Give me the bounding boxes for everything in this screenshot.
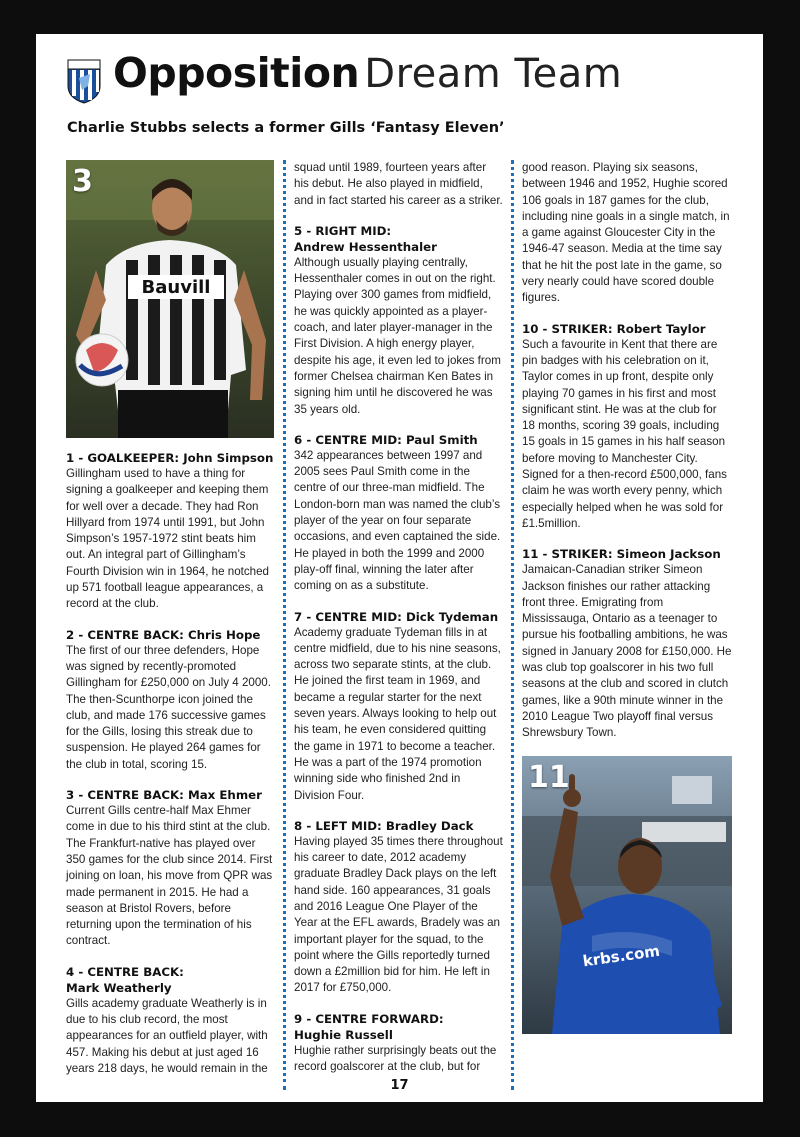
page-subtitle: Charlie Stubbs selects a former Gills ‘Fantasy Eleven’ (67, 120, 505, 136)
page-number: 17 (390, 1078, 409, 1093)
entry-body: good reason. Playing six seasons, between 1946 and 1952, Hughie scored 106 goals in 187 games for the club, including nine goals in a single match, in a game against Gloucester City in the 1946-47 season. Media at the time say that he hit the post late in the game, so very nearly could have scored double figures. (522, 161, 730, 305)
magazine-page (36, 34, 763, 1102)
title-light: Dream Team (364, 51, 623, 97)
entry-heading-line1: 9 - CENTRE FORWARD: (294, 1011, 444, 1026)
entry-body: Current Gills centre-half Max Ehmer come in due to his third stint at the club. The Frankfurt-native has played over 350 games for the club since 2014. First joining on loan, his move from QPR was made permanent in 2015. He had a season at Bristol Rovers, before returning upon the termination of his contract. (66, 804, 273, 948)
entry-7 (294, 609, 504, 804)
entry-body: 342 appearances between 1997 and 2005 sees Paul Smith come in the centre of our three-man midfield. The London-born man was named the club’s player of the year on four separate occasions, and even captained the side. He played in both the 1999 and 2000 play-off final, winning the later after coming on as a substitute. (294, 448, 501, 593)
entry-4-continued (294, 160, 504, 209)
player-3-photo (66, 160, 274, 438)
entry-body: Jamaican-Canadian striker Simeon Jackson finishes our rather attacking front three. Emigrating from Mississauga, Ontario as a teenager to pursue his footballing ambitions, he was signed in January 2008 for £150,000. He was club top goalscorer in his two full seasons at the club and scored in clutch games, like a 90th minute winner in the 2010 League Two playoff final versus Shrewsbury Town. (522, 563, 732, 740)
player-number-badge: 11 (528, 759, 570, 795)
entry-3 (66, 787, 276, 950)
entry-6 (294, 432, 504, 595)
gillingham-crest-logo (66, 56, 102, 104)
entry-heading: 3 - CENTRE BACK: Max Ehmer (66, 788, 262, 803)
entry-heading: 11 - STRIKER: Simeon Jackson (522, 547, 721, 562)
entry-body: Although usually playing centrally, Hessenthaler comes in out on the right. Playing over 300 games from midfield, he was quickly appointed as a player-coach, and later player-manager in the First Division. A high energy player, despite his age, it even led to jokes from former Chelsea chairman Ken Bates in signing him until he discovered he was 35 years old. (294, 255, 501, 416)
entry-body: The first of our three defenders, Hope was signed by recently-promoted Gillingham for £250,000 on July 4 2000. The then-Scunthorpe icon joined the club, and made 176 successive games for the Gills, losing this streak due to suspension. He played 264 games for the club in total, scoring 15. (66, 643, 271, 771)
entry-heading-line2: Andrew Hessenthaler (294, 239, 437, 254)
entry-heading: 2 - CENTRE BACK: Chris Hope (66, 627, 261, 642)
entry-9-continued (522, 160, 732, 307)
player-number-badge: 3 (72, 164, 93, 199)
entry-heading: 6 - CENTRE MID: Paul Smith (294, 432, 478, 447)
entry-body: Having played 35 times there throughout his career to date, 2012 academy graduate Bradley Dack plays on the left hand side. 160 appearances, 31 goals and 2016 League One Player of the Year at the EFL awards, Bradely was an important player for the squad, to the point where the Gills reportedly turned down a £2million bid for him. He left in 2017 for £750,000. (294, 834, 503, 995)
entry-heading: 8 - LEFT MID: Bradley Dack (294, 818, 474, 833)
shirt-sponsor-text: krbs.com (581, 941, 661, 970)
entry-heading-line2: Hughie Russell (294, 1027, 393, 1042)
entry-body: Gills academy graduate Weatherly is in due to his club record, the most appearances for an outfield player, with 457. Making his debut at just aged 16 years 218 days, he would remain in the (66, 996, 268, 1075)
entry-body: Academy graduate Tydeman fills in at centre midfield, due to his nine seasons, across two separate stints, at the club. He joined the first team in 1969, and became a regular starter for the next seven years. Always looking to help out his team, he even considered quitting the game in 1971 to become a teacher. He was a part of the 1974 promotion winning side who finished 2nd in Division Four. (294, 625, 501, 802)
entry-heading: 7 - CENTRE MID: Dick Tydeman (294, 609, 499, 624)
entry-heading-line1: 4 - CENTRE BACK: (66, 964, 184, 979)
column-3 (522, 160, 732, 1034)
column-divider-right (511, 160, 514, 1090)
player-11-photo (522, 756, 732, 1034)
entry-body: Hughie rather surprisingly beats out the record goalscorer at the club, but for (294, 1043, 497, 1074)
entry-body: squad until 1989, fourteen years after his debut. He also played in midfield, and in fact started his career as a striker. (294, 161, 503, 207)
page-title (113, 49, 623, 97)
entry-11 (522, 546, 732, 741)
entry-8 (294, 818, 504, 997)
entry-2 (66, 627, 276, 773)
column-1 (66, 160, 276, 1091)
entry-9 (294, 1011, 504, 1076)
title-bold: Opposition (113, 49, 360, 97)
entry-heading: 1 - GOALKEEPER: John Simpson (66, 451, 274, 465)
column-2 (294, 160, 504, 1089)
shirt-sponsor-text: Bauvill (141, 277, 211, 298)
entry-1 (66, 450, 276, 613)
entry-10 (522, 321, 732, 533)
entry-heading-line1: 5 - RIGHT MID: (294, 223, 392, 238)
entry-body: Such a favourite in Kent that there are pin badges with his celebration on it, Taylor comes in up front, despite only playing 70 games in his first and most significant stint. He was at the club for 18 months, scoring 39 goals, including 15 goals in 15 games in his half season before moving to Manchester City. Signed for a then-record £500,000, fans claim he was worth every penny, which especially helped when he was sold for £1.5million. (522, 337, 727, 530)
entry-heading: 10 - STRIKER: Robert Taylor (522, 321, 706, 336)
entry-body: Gillingham used to have a thing for signing a goalkeeper and keeping them for well over a decade. They had Ron Hillyard from 1974 until 1991, but John Simpson’s 1957-1972 stint beats him out. An integral part of Gillingham’s Fourth Division win in 1964, he notched up 571 football league appearances, a record at the club. (66, 467, 270, 611)
entry-4 (66, 964, 276, 1077)
column-divider-left (283, 160, 286, 1090)
entry-heading-line2: Mark Weatherly (66, 980, 172, 995)
entry-5 (294, 223, 504, 418)
